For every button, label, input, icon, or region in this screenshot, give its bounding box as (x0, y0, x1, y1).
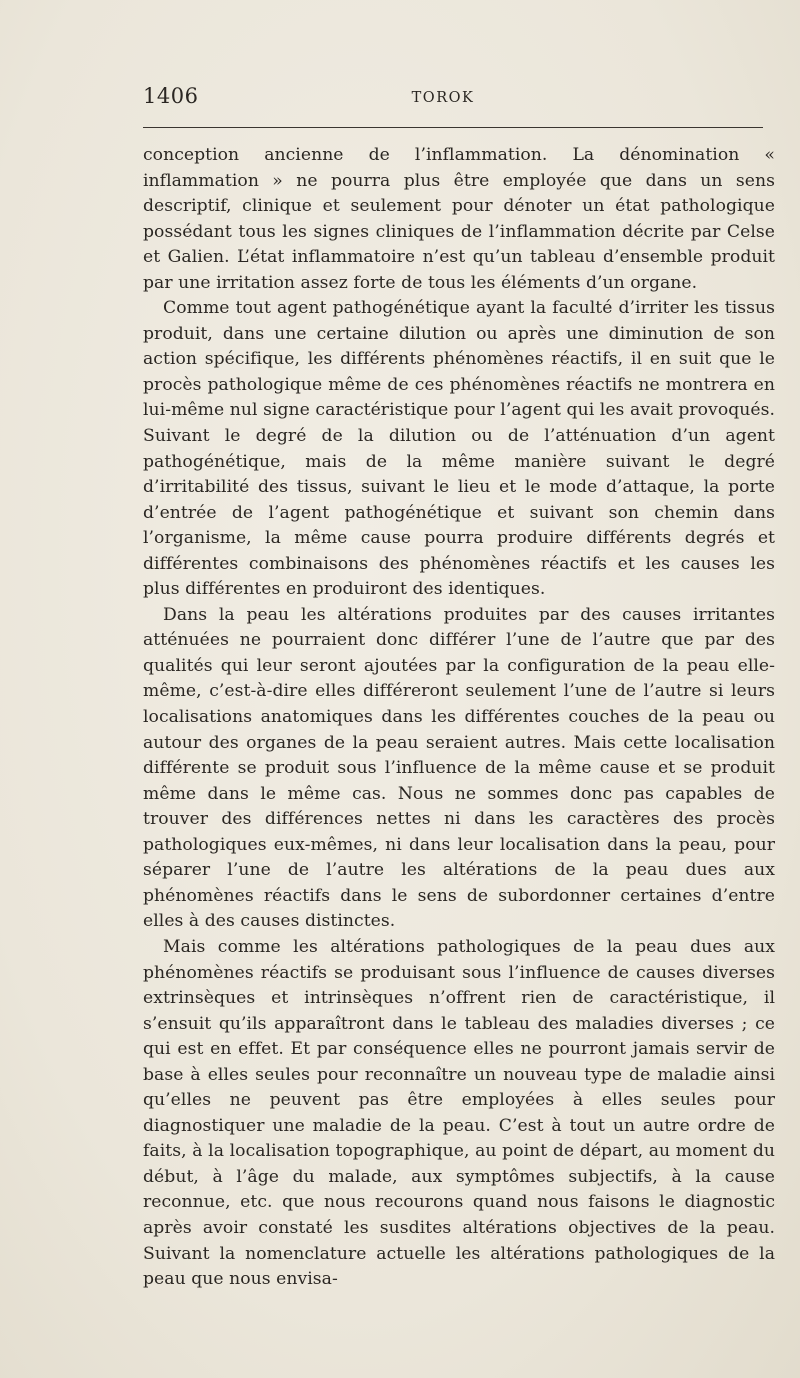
paragraph: Mais comme les altérations pathologiques de la peau dues aux phénomènes réactifs se produisant sous l’influence de causes diverses extrinsèques et intrinsèques n’offrent rien de caractéristique, il s’ensuit qu’ils apparaîtront dans le tableau des maladies diverses ; ce qui est en effet. Et par conséquence elles ne pourront jamais servir de base à elles seules pour reconnaître un nouveau type de maladie ainsi qu’elles ne peuvent pas être employées à elles seules pour diagnostiquer une maladie de la peau. C’est à tout un autre ordre de faits, à la localisation topographique, au point de départ, au moment du début, à l’âge du malade, aux symptômes subjectifs, à la cause reconnue, etc. que nous recourons quand nous faisons le diagnostic après avoir constaté les susdites altérations objectives de la peau. Suivant la nomenclature actuelle les altérations pathologiques de la peau que nous envisa- (143, 936, 775, 1290)
body-text (143, 143, 775, 1293)
running-head: TOROK (411, 90, 475, 106)
header-rule (143, 127, 763, 128)
paragraph: conception ancienne de l’inflammation. La dénomination « inflammation » ne pourra plus être employée que dans un sens descriptif, clinique et seulement pour dénoter un état pathologique possédant tous les signes cliniques de l’inflammation décrite par Celse et Galien. L’état inflammatoire n’est qu’un tableau d’ensemble produit par une irritation assez forte de tous les éléments d’un organe. (143, 145, 775, 293)
paragraph: Comme tout agent pathogénétique ayant la faculté d’irriter les tissus produit, dans une certaine dilution ou après une diminution de son action spécifique, les différents phénomènes réactifs, il en suit que le procès pathologique même de ces phénomènes réactifs ne montrera en lui-même nul signe caractéristique pour l’agent qui les avait provoqués. Suivant le degré de la dilution ou de l’atténuation d’un agent pathogénétique, mais de la même manière suivant le degré d’irritabilité des tissus, suivant le lieu et le mode d’attaque, la porte d’entrée de l’agent pathogénétique et suivant son chemin dans l’organisme, la même cause pourra produire différents degrés et différentes combinaisons des phénomènes réactifs et les causes les plus différentes en produiront des identiques. (143, 298, 775, 600)
paragraph: Dans la peau les altérations produites par des causes irritantes atténuées ne pourraient donc différer l’une de l’autre que par des qualités qui leur seront ajoutées par la configuration de la peau elle-même, c’est-à-dire elles différeront seulement l’une de l’autre si leurs localisations anatomiques dans les différentes couches de la peau ou autour des organes de la peau seraient autres. Mais cette localisation différente se produit sous l’influence de la même cause et se produit même dans le même cas. Nous ne sommes donc pas capables de trouver des différences nettes ni dans les caractères des procès pathologiques eux-mêmes, ni dans leur localisation dans la peau, pour séparer l’une de l’autre les altérations de la peau dues aux phénomènes réactifs dans le sens de subordonner certaines d’entre elles à des causes distinctes. (143, 604, 775, 932)
page-header (143, 84, 763, 114)
page-number: 1406 (143, 84, 199, 108)
